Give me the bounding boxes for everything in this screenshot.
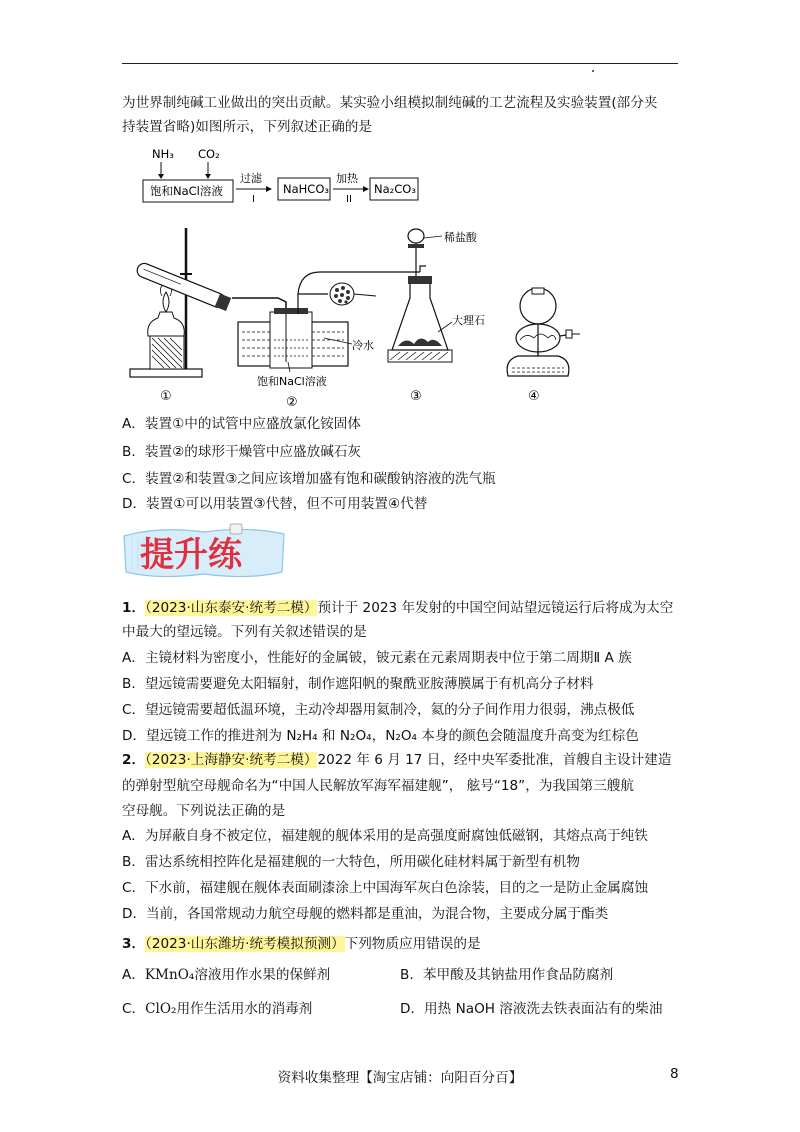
label-dilute-hcl: 稀盐酸 [444,231,477,244]
label-marble: 大理石 [452,314,485,327]
flow-step1-roman: I [252,194,255,205]
flow-box-na2co3: Na₂CO₃ [374,182,416,196]
q3-option-a-text: 溶液用作水果的保鲜剂 [194,967,331,983]
q0-option-b: B．装置②的球形干燥管中应盛放碱石灰 [122,444,362,460]
header-rule [122,63,678,64]
q1-stem-text-1: 预计于 2023 年发射的中国空间站望远镜运行后将成为太空 [317,600,674,616]
q1-option-c: C．望远镜需要超低温环境，主动冷却器用氦制冷，氦的分子间作用力很弱，沸点极低 [122,702,635,718]
q3-option-b: B．苯甲酸及其钠盐用作食品防腐剂 [400,967,614,983]
label-nacl-solution: 饱和NaCl溶液 [257,375,327,388]
q1-stem-line-2: 中最大的望远镜。下列有关叙述错误的是 [122,624,367,640]
q3-option-a-label: A． [122,967,145,983]
apparatus-number-3: ③ [410,389,422,404]
q1-option-b: B．望远镜需要避免太阳辐射，制作遮阳帆的聚酰亚胺薄膜属于有机高分子材料 [122,676,594,692]
apparatus-2 [238,272,420,410]
q2-option-d: D．当前，各国常规动力航空母舰的燃料都是重油，为混合物，主要成分属于酯类 [122,906,609,922]
apparatus-number-4: ④ [528,389,540,404]
page-footer: 资料收集整理【淘宝店铺：向阳百分百】 [277,1070,523,1086]
q3-option-c [122,999,312,1019]
apparatus-1 [130,228,231,404]
flow-step1-label: 过滤 [240,172,262,185]
q2-number: 2． [122,752,146,768]
q0-option-c: C．装置②和装置③之间应该增加盛有饱和碳酸钠溶液的洗气瓶 [122,471,496,487]
process-flow-diagram [120,140,440,210]
apparatus-number-1: ① [160,389,172,404]
q2-source-tag: （2023·上海静安·统考二模） [145,752,318,768]
flow-nh3: NH₃ [152,147,174,161]
q3-source-tag: （2023·山东潍坊·统考模拟预测） [145,936,345,952]
intro-line-2: 持装置省略)如图所示，下列叙述正确的是 [122,119,372,135]
q3-number: 3． [122,936,146,952]
q2-stem-line-1 [122,750,671,770]
apparatus-3 [388,229,485,404]
apparatus-number-2: ② [286,395,298,410]
q3-option-c-text: 用作生活用水的消毒剂 [176,1001,313,1017]
q1-option-a: A．主镜材料为密度小，性能好的金属铍，铍元素在元素周期表中位于第二周期Ⅱ A 族 [122,650,632,666]
apparatus-4 [507,288,580,404]
q2-option-a: A．为屏蔽自身不被定位，福建舰的舰体采用的是高强度耐腐蚀低磁钢，其熔点高于纯铁 [122,828,648,844]
q0-option-a: A．装置①中的试管中应盛放氯化铵固体 [122,416,361,432]
page-number: 8 [670,1066,679,1082]
q1-stem-line-1 [122,598,673,618]
flow-box-nahco3: NaHCO₃ [283,182,329,196]
q2-option-c: C．下水前，福建舰在舰体表面刷漆涂上中国海军灰白色涂装，目的之一是防止金属腐蚀 [122,880,649,896]
flow-co2: CO₂ [198,147,220,161]
q1-source-tag: （2023·山东泰安·统考二模） [145,600,318,616]
section-banner [118,522,290,582]
apparatus-diagram [120,214,600,410]
label-cold-water: 冷水 [352,339,374,352]
q2-stem-line-3: 空母舰。下列说法正确的是 [122,803,286,819]
q3-option-c-formula: ClO₂ [145,1001,177,1017]
flow-step2-roman: II [346,194,352,205]
q3-stem-text: 下列物质应用错误的是 [344,936,481,952]
clip-icon [230,524,242,534]
flow-step2-label: 加热 [336,172,358,185]
q3-option-d: D．用热 NaOH 溶液洗去铁表面沾有的柴油 [400,1001,663,1017]
section-banner-title: 提升练 [140,535,242,575]
q3-option-a [122,965,330,985]
q3-option-a-formula: KMnO₄ [144,967,195,983]
q3-stem-line [122,934,481,954]
q2-stem-line-2: 的弹射型航空母舰命名为“中国人民解放军海军福建舰”， 舷号“18”，为我国第三艘航 [122,778,634,794]
flow-box-nacl: 饱和NaCl溶液 [150,184,223,198]
q1-number: 1． [122,600,146,616]
q2-option-b: B．雷达系统相控阵化是福建舰的一大特色，所用碳化硅材料属于新型有机物 [122,854,580,870]
q1-option-d: D．望远镜工作的推进剂为 N₂H₄ 和 N₂O₄，N₂O₄ 本身的颜色会随温度升高变为红棕色 [122,728,639,744]
q2-stem-text-1: 2022 年 6 月 17 日，经中央军委批准，首艘自主设计建造 [317,752,672,768]
q0-option-d: D．装置①可以用装置③代替，但不可用装置④代替 [122,496,428,512]
q3-option-c-label: C． [122,1001,146,1017]
intro-line-1: 为世界制纯碱工业做出的突出贡献。某实验小组模拟制纯碱的工艺流程及实验装置(部分夹 [122,95,658,111]
header-dot [592,70,594,72]
